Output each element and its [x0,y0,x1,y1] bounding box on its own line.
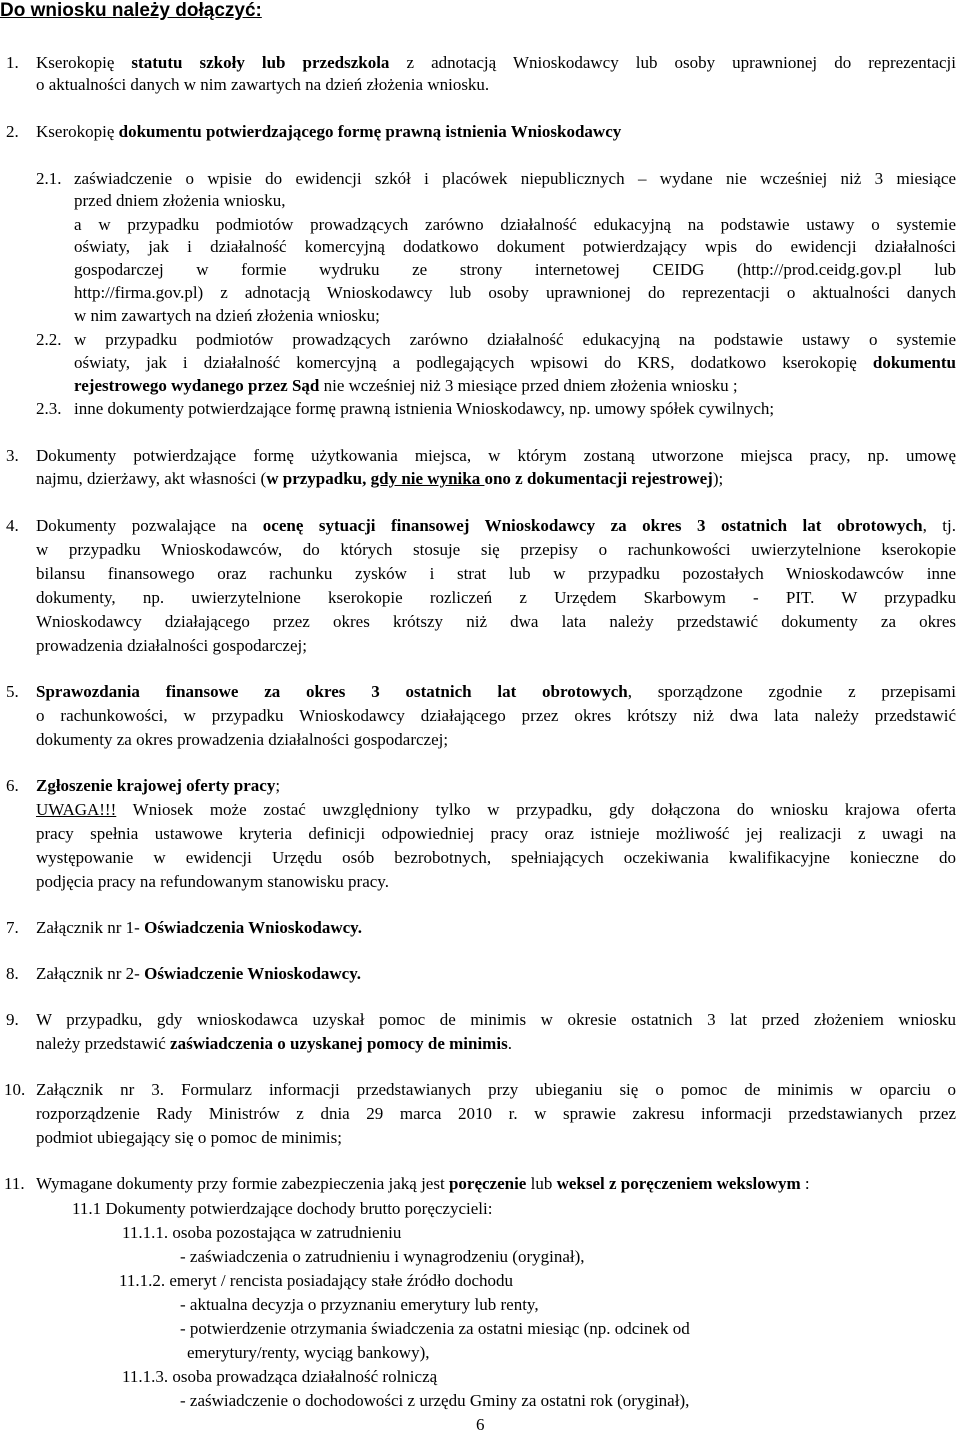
item-11-1-2-line-b: - potwierdzenie otrzymania świadczenia za ostatni miesiąc (np. odcinek od [180,1319,690,1338]
item-6-line-4: występowanie w ewidencji Urzędu osób bezrobotnych, spełniających oczekiwania kwalifikacyjne konieczne do [36,848,956,867]
item-2-3-line-1: inne dokumenty potwierdzające formę prawną istnienia Wnioskodawcy, np. umowy spółek cywilnych; [74,399,775,418]
item-11-number: 11. [4,1174,25,1193]
item-11-line-1: Wymagane dokumenty przy formie zabezpieczenia jaką jest poręczenie lub weksel z poręczeniem wekslowym : [36,1174,810,1193]
item-2-2-line-1: w przypadku podmiotów prowadzących zarówno działalność edukacyjną na podstawie ustawy o systemie [74,330,956,349]
item-10-line-1: Załącznik nr 3. Formularz informacji przedstawianych przy ubieganiu się o pomoc de minimis w oparciu o [36,1080,956,1099]
item-3-number: 3. [6,446,19,465]
item-11-1-1-heading: 11.1.1. osoba pozostająca w zatrudnieniu [122,1223,402,1242]
item-10-line-3: podmiot ubiegający się o pomoc de minimis; [36,1128,342,1147]
item-2-1-line-3: a w przypadku podmiotów prowadzących zarówno działalność edukacyjną na podstawie ustawy o systemie [74,215,956,234]
item-9-line-1: W przypadku, gdy wnioskodawca uzyskał pomoc de minimis w okresie ostatnich 3 lat przed złożeniem wniosku [36,1010,956,1029]
item-4-number: 4. [6,516,19,535]
item-10-line-2: rozporządzenie Rady Ministrów z dnia 29 marca 2010 r. w sprawie zakresu informacji przedstawianych przez [36,1104,956,1123]
item-2-1-line-2: przed dniem złożenia wniosku, [74,191,286,210]
item-2-1-number: 2.1. [36,169,62,188]
item-8-line-1: Załącznik nr 2- Oświadczenie Wnioskodawcy. [36,964,362,983]
item-2-1-line-5: gospodarczej w formie wydruku ze strony internetowej CEIDG (http://prod.ceidg.gov.pl lub [74,260,956,279]
item-4-line-4: dokumenty, np. uwierzytelnione kserokopie rozliczeń z Urzędem Skarbowym - PIT. W przypadku [36,588,956,607]
item-11-1-2-line-c: emerytury/renty, wyciąg bankowy), [187,1343,430,1362]
item-11-1-3-heading: 11.1.3. osoba prowadząca działalność rolniczą [122,1367,438,1386]
item-7-line-1: Załącznik nr 1- Oświadczenia Wnioskodawcy. [36,918,362,937]
item-11-1-1-line-a: - zaświadczenia o zatrudnieniu i wynagrodzeniu (oryginał), [180,1247,585,1266]
item-1-line-2: o aktualności danych w nim zawartych na dzień złożenia wniosku. [36,75,490,94]
item-6-line-5: podjęcia pracy na refundowanym stanowisku pracy. [36,872,389,891]
item-2-number: 2. [6,122,19,141]
item-11-1-2-heading: 11.1.2. emeryt / rencista posiadający stałe źródło dochodu [119,1271,514,1290]
item-10-number: 10. [4,1080,26,1099]
item-8-number: 8. [6,964,19,983]
item-2-2-number: 2.2. [36,330,62,349]
item-5-line-1: Sprawozdania finansowe za okres 3 ostatnich lat obrotowych, sporządzone zgodnie z przepisami [36,682,957,701]
page-heading: Do wniosku należy dołączyć: [0,0,262,21]
item-9-line-2: należy przedstawić zaświadczenia o uzyskanej pomocy de minimis. [36,1034,512,1053]
item-4-line-6: prowadzenia działalności gospodarczej; [36,636,307,655]
item-7-number: 7. [6,918,19,937]
item-2-2-line-2: oświaty, jak i działalność komercyjną a podlegających wpisowi do KRS, dodatkowo kserokopię dokumentu [74,353,956,372]
item-11-1-heading: 11.1 Dokumenty potwierdzające dochody brutto poręczycieli: [72,1199,493,1218]
item-6-line-3: pracy spełnia ustawowe kryteria definicji odpowiedniej pracy oraz istnieje możliwość jej realizacji z uwagi na [36,824,956,843]
page-number: 6 [476,1415,485,1434]
item-5-line-3: dokumenty za okres prowadzenia działalności gospodarczej; [36,730,449,749]
item-11-1-2-line-a: - aktualna decyzja o przyznaniu emerytury lub renty, [180,1295,539,1314]
item-4-line-3: bilansu finansowego oraz rachunku zysków i strat lub w przypadku pozostałych Wnioskodawców inne [36,564,956,583]
item-5-line-2: o rachunkowości, w przypadku Wnioskodawcy działającego przez okres krótszy niż dwa lata należy przedstawić [36,706,956,725]
item-4-line-1: Dokumenty pozwalające na ocenę sytuacji finansowej Wnioskodawcy za okres 3 ostatnich lat obrotowych, tj. [36,516,956,535]
item-9-number: 9. [6,1010,19,1029]
item-2-1-line-6: http://firma.gov.pl) z adnotacją Wnioskodawcy lub osoby uprawnionej do reprezentacji o aktualności danych [74,283,956,302]
item-2-3-number: 2.3. [36,399,62,418]
item-11-1-3-line-a: - zaświadczenie o dochodowości z urzędu Gminy za ostatni rok (oryginał), [180,1391,690,1410]
item-4-line-2: w przypadku Wnioskodawców, do których stosuje się przepisy o rachunkowości uwierzytelnione kserokopie [36,540,956,559]
item-1-line-1: Kserokopię statutu szkoły lub przedszkola z adnotacją Wnioskodawcy lub osoby uprawnionej do reprezentacji [36,53,956,72]
item-4-line-5: Wnioskodawcy działającego przez okres krótszy niż dwa lata należy przedstawić dokumenty za okres [36,612,956,631]
item-2-1-line-7: w nim zawartych na dzień złożenia wniosku; [74,306,380,325]
item-2-1-line-4: oświaty, jak i działalność komercyjną dodatkowo dokument potwierdzający wpis do ewidencji działalności [74,237,956,256]
item-2-1-line-1: zaświadczenie o wpisie do ewidencji szkół i placówek niepublicznych – wydane nie wcześniej niż 3 miesiące [74,169,956,188]
item-5-number: 5. [6,682,19,701]
item-2-line-1: Kserokopię dokumentu potwierdzającego formę prawną istnienia Wnioskodawcy [36,122,622,141]
item-3-line-2: najmu, dzierżawy, akt własności (w przypadku, gdy nie wynika ono z dokumentacji rejestrowej); [36,469,724,488]
item-1-number: 1. [6,53,19,72]
item-6-number: 6. [6,776,19,795]
item-3-line-1: Dokumenty potwierdzające formę użytkowania miejsca, w którym zostaną utworzone miejsca pracy, np. umowę [36,446,956,465]
item-6-line-2: UWAGA!!! Wniosek może zostać uwzględniony tylko w przypadku, gdy dołączona do wniosku krajowa oferta [36,800,956,819]
item-2-2-line-3: rejestrowego wydanego przez Sąd nie wcześniej niż 3 miesiące przed dniem złożenia wniosku ; [74,376,738,395]
item-6-line-1: Zgłoszenie krajowej oferty pracy; [36,776,281,795]
